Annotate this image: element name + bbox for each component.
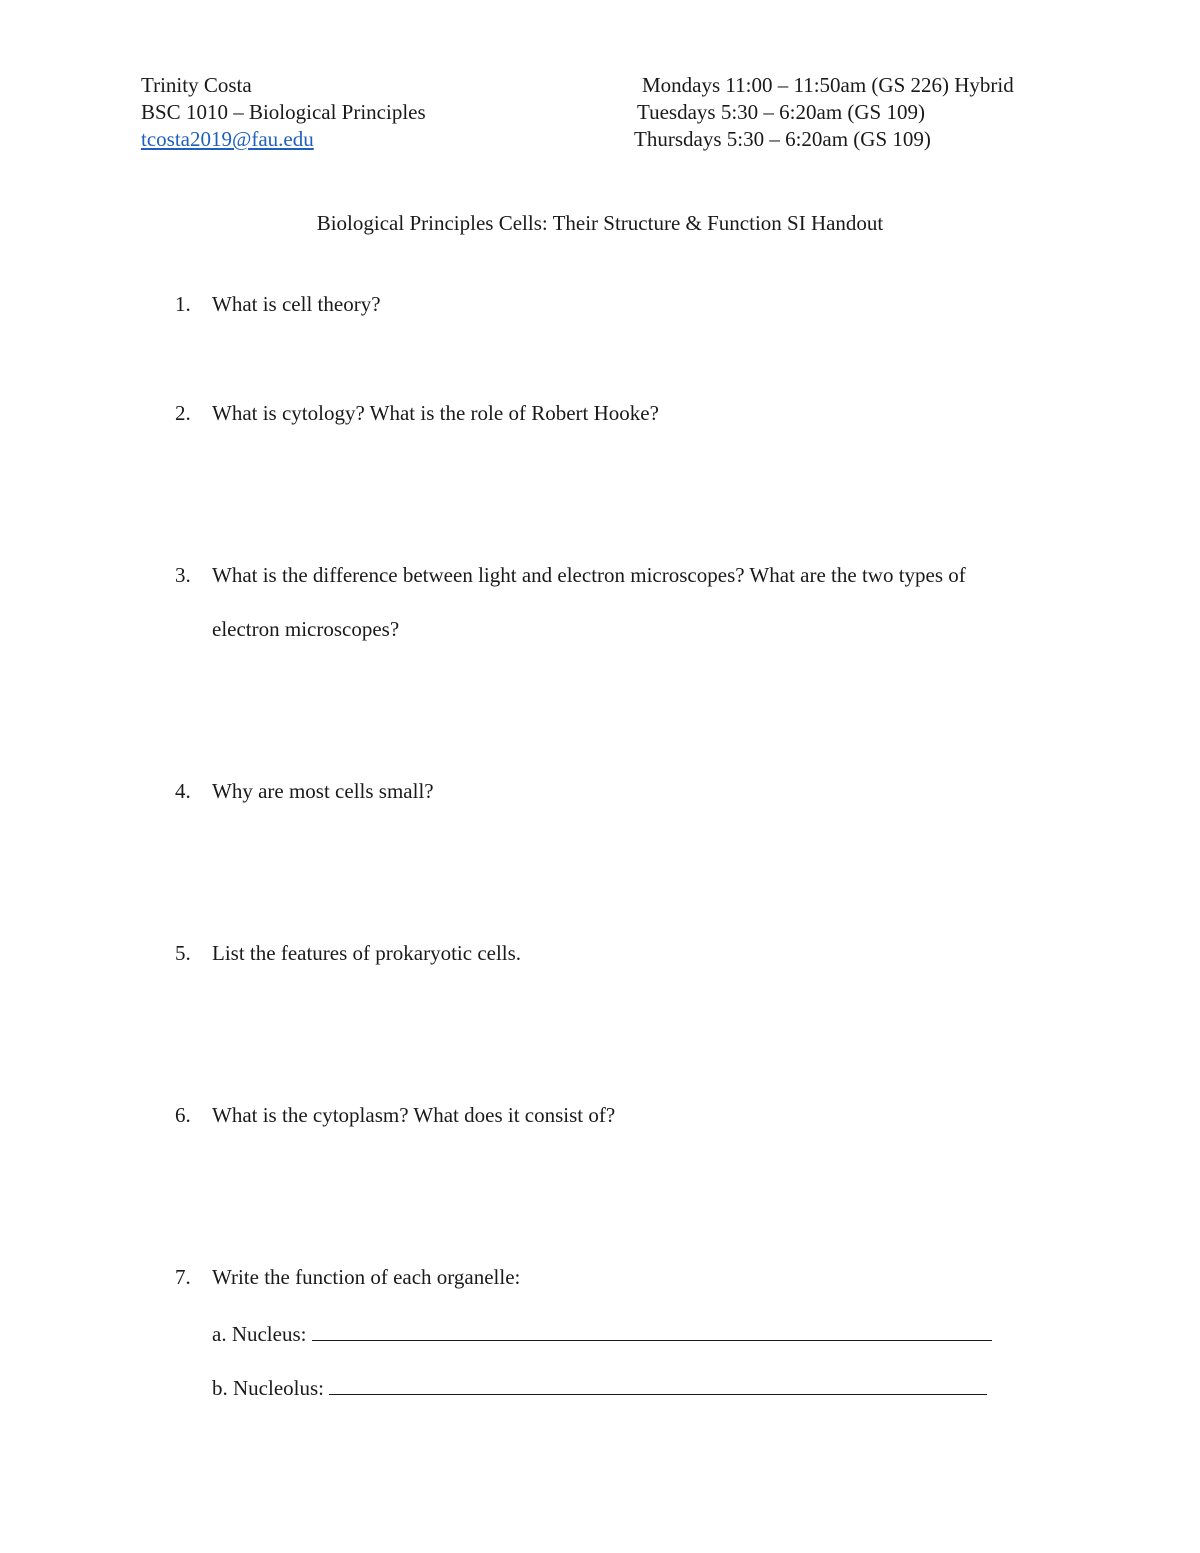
header-left: [141, 72, 426, 153]
organelle-label: a. Nucleus:: [212, 1322, 307, 1346]
schedule-monday: Mondays 11:00 – 11:50am (GS 226) Hybrid: [642, 73, 1014, 97]
question-number: 7.: [175, 1265, 191, 1289]
question-number: 2.: [175, 401, 191, 425]
question-6: [175, 1103, 1075, 1128]
question-text: What is cell theory?: [212, 292, 381, 316]
answer-blank-line[interactable]: [312, 1320, 992, 1341]
question-number: 3.: [175, 563, 191, 587]
session-schedule: [634, 72, 1014, 153]
question-text: What is the difference between light and electron microscopes? What are the two types of: [212, 563, 966, 587]
schedule-tuesday: Tuesdays 5:30 – 6:20am (GS 109): [637, 100, 925, 124]
question-2: [175, 401, 1075, 426]
question-number: 1.: [175, 292, 191, 316]
question-text: Why are most cells small?: [212, 779, 434, 803]
question-number: 6.: [175, 1103, 191, 1127]
schedule-thursday: Thursdays 5:30 – 6:20am (GS 109): [634, 127, 931, 151]
answer-blank-line[interactable]: [329, 1374, 987, 1395]
organelle-row-nucleolus: [212, 1374, 987, 1401]
question-number: 5.: [175, 941, 191, 965]
question-text: What is cytology? What is the role of Robert Hooke?: [212, 401, 659, 425]
page-title: Biological Principles Cells: Their Structure & Function SI Handout: [316, 211, 884, 235]
author-name: Trinity Costa: [141, 73, 252, 97]
question-7: [175, 1265, 1075, 1290]
question-3: [175, 563, 1075, 588]
question-3-continuation: electron microscopes?: [212, 617, 400, 641]
course-title: BSC 1010 – Biological Principles: [141, 100, 426, 124]
question-number: 4.: [175, 779, 191, 803]
question-1: [175, 292, 1075, 317]
question-5: [175, 941, 1075, 966]
question-text: List the features of prokaryotic cells.: [212, 941, 522, 965]
question-4: [175, 779, 1075, 804]
organelle-row-nucleus: [212, 1320, 992, 1347]
email-link[interactable]: tcosta2019@fau.edu: [141, 127, 314, 151]
question-text: Write the function of each organelle:: [212, 1265, 521, 1289]
question-text: What is the cytoplasm? What does it consist of?: [212, 1103, 616, 1127]
organelle-label: b. Nucleolus:: [212, 1376, 324, 1400]
